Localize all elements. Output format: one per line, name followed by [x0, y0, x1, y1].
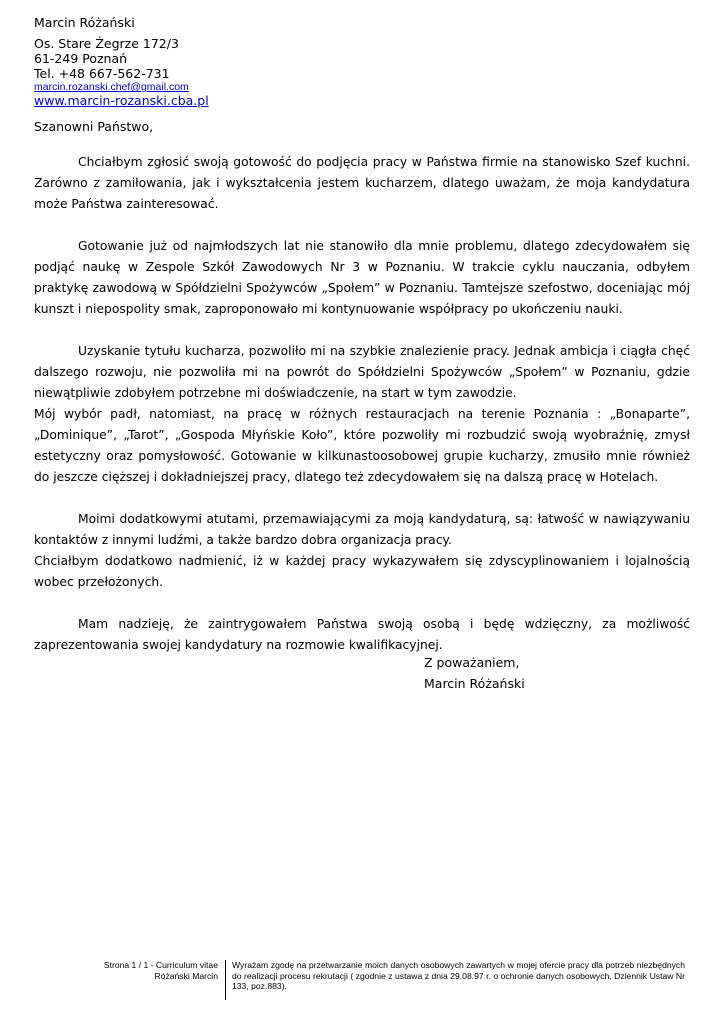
paragraph-discipline: Chciałbym dodatkowo nadmienić, iż w każdej pracy wykazywałem się zdyscyplinowaniem i lojalnością wobec przełożonych.: [34, 554, 690, 589]
paragraph-intro: Chciałbym zgłosić swoją gotowość do podjęcia pracy w Państwa firmie na stanowisko Szef kuchni. Zarówno z zamiłowania, jak i wykształcenia jestem kucharzem, dlatego uważam, że moja kandydatura może Państwa zainteresować.: [34, 155, 690, 211]
paragraph-education: Gotowanie już od najmłodszych lat nie stanowiło dla mnie problemu, dlatego zdecydowałem się podjąć naukę w Zespole Szkół Zawodowych Nr 3 w Poznaniu. W trakcie cyklu nauczania, odbyłem praktykę zawodową w Spółdzielni Spożywców „Społem” w Poznaniu. Tamtejsze szefostwo, doceniając mój kunszt i niepospolity smak, zaproponowało mi kontynuowanie współpracy po ukończeniu nauki.: [34, 239, 690, 316]
sender-email-link[interactable]: marcin.rozanski.chef@gmail.com: [34, 81, 189, 93]
salutation: Szanowni Państwo,: [34, 119, 154, 134]
sender-website-link[interactable]: www.marcin-rozanski.cba.pl: [34, 93, 209, 108]
letter-body: [34, 152, 690, 656]
closing-signature-name: Marcin Różański: [424, 676, 525, 691]
closing-phrase: Z poważaniem,: [424, 655, 520, 670]
footer-author: Różański Marcin: [154, 970, 218, 981]
sender-phone: Tel. +48 667-562-731: [34, 66, 170, 81]
paragraph-restaurants: Mój wybór padł, natomiast, na pracę w różnych restauracjach na terenie Poznania : „Bonaparte”, „Dominique”, „Tarot”, „Gospoda Młyńskie Koło”, które pozwoliły mi rozbudzić swoją wyobraźnię, zmysł estetyczny oraz pomysłowość. Gotowanie w kilkunastoosobowej grupie kucharzy, zmusiło mnie również do jeszcze cięższej i dokładniejszej pracy, dlatego też zdecydowałem się na dalszą pracę w Hotelach.: [34, 407, 690, 484]
sender-block: [34, 15, 209, 108]
footer-page-number: Strona 1 / 1 - Curriculum vitae: [103, 960, 218, 970]
footer-page-info: [100, 960, 226, 1000]
page-footer: [100, 960, 685, 1000]
sender-address-line1: Os. Stare Żegrze 172/3: [34, 36, 179, 51]
sender-name: Marcin Różański: [34, 15, 135, 30]
sender-address-line2: 61-249 Poznań: [34, 51, 128, 66]
footer-consent-clause: Wyrażam zgodę na przetwarzanie moich danych osobowych zawartych w mojej ofercie pracy dla potrzeb niezbędnych do realizacji procesu rekrutacji ( zgodnie z ustawa z dnia 29.08.97 r. o ochronie danych osobowych, Dziennik Ustaw Nr 133, poz.883).: [232, 960, 685, 991]
closing-block: [424, 652, 525, 694]
paragraph-closing: Mam nadzieję, że zaintrygowałem Państwa swoją osobą i będę wdzięczny, za możliwość zaprezentowania swojej kandydatury na rozmowie kwalifikacyjnej.: [34, 617, 690, 652]
paragraph-strengths: Moimi dodatkowymi atutami, przemawiającymi za moją kandydaturą, są: łatwość w nawiązywaniu kontaktów z innymi ludźmi, a także bardzo dobra organizacja pracy.: [34, 512, 690, 547]
paragraph-career: Uzyskanie tytułu kucharza, pozwoliło mi na szybkie znalezienie pracy. Jednak ambicja i ciągła chęć dalszego rozwoju, nie pozwoliła mi na powrót do Spółdzielni Spożywców „Społem” w Poznaniu, gdzie niewątpliwie zdobyłem potrzebne mi doświadczenie, na start w tym zawodzie.: [34, 344, 690, 400]
